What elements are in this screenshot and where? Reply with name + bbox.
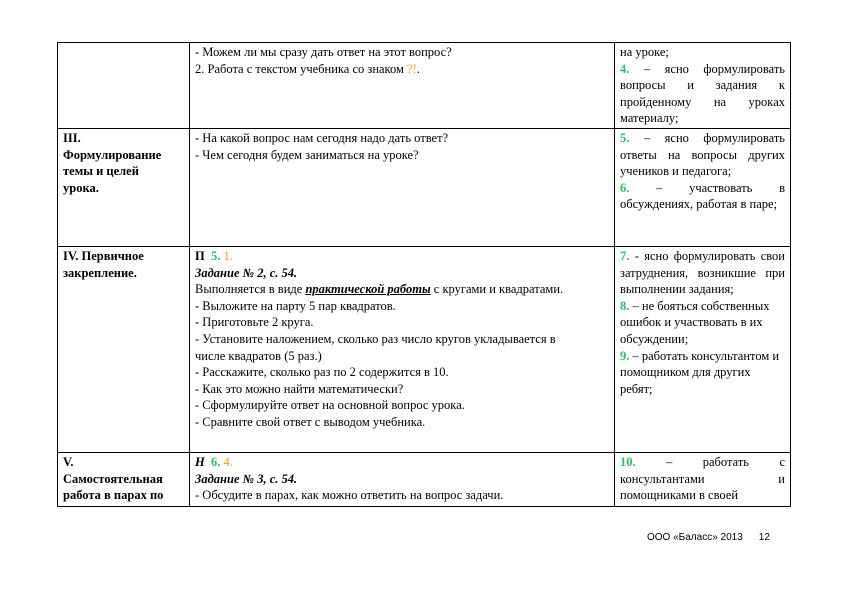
- stage-title-line: V.: [63, 454, 74, 469]
- content-line: Выполняется в виде практической работы с кругами и квадратами.: [195, 282, 564, 297]
- stage-cell: [58, 43, 190, 129]
- stage-title-line: IV. Первичное: [63, 248, 144, 263]
- result-item: 9. – работать консультантом и помощником для других ребят;: [620, 348, 780, 396]
- content-line: - Сформулируйте ответ на основной вопрос урока.: [195, 398, 465, 413]
- task-header: Н 6. 4.: [195, 454, 233, 469]
- marker-sign: ?!: [407, 61, 417, 76]
- content-line: - Как это можно найти математически?: [195, 381, 404, 396]
- stage-title-line: темы и целей: [63, 164, 139, 179]
- table-row: [58, 452, 791, 506]
- content-line: - Сравните свой ответ с выводом учебника.: [195, 414, 426, 429]
- task-reference: Задание № 3, с. 54.: [195, 471, 298, 486]
- stage-cell: [58, 128, 190, 246]
- task-reference: Задание № 2, с. 54.: [195, 265, 298, 280]
- content-line: 2. Работа с текстом учебника со знаком ?!.: [195, 61, 420, 76]
- result-number: 7.: [620, 248, 630, 263]
- result-number: 10.: [620, 454, 636, 469]
- results-cell: [615, 128, 791, 246]
- table-row: [58, 128, 791, 246]
- result-number: 6.: [620, 180, 630, 195]
- content-line: - Приготовьте 2 круга.: [195, 315, 314, 330]
- content-cell: [190, 246, 615, 452]
- content-line: - Расскажите, сколько раз по 2 содержится в 10.: [195, 365, 449, 380]
- page-number: 12: [758, 532, 770, 543]
- page-footer: [647, 532, 770, 543]
- content-line: - Выложите на парту 5 пар квадратов.: [195, 298, 396, 313]
- result-number: 9.: [620, 348, 630, 363]
- table-row: [58, 43, 791, 129]
- result-item: 10. – работать с консультантами и помощниками в своей: [620, 454, 785, 503]
- content-line: - Обсудите в парах, как можно ответить на вопрос задачи.: [195, 488, 504, 503]
- table-row: [58, 246, 791, 452]
- results-cell: [615, 43, 791, 129]
- content-line: - Установите наложением, сколько раз число кругов укладывается в: [195, 331, 556, 346]
- result-item: 5. – ясно формулировать ответы на вопросы других учеников и педагога;: [620, 130, 785, 179]
- content-line: - На какой вопрос нам сегодня надо дать ответ?: [195, 130, 449, 145]
- results-cell: [615, 452, 791, 506]
- content-cell: [190, 452, 615, 506]
- stage-cell: [58, 246, 190, 452]
- stage-cell: [58, 452, 190, 506]
- content-line: - Можем ли мы сразу дать ответ на этот вопрос?: [195, 45, 452, 59]
- task-header: П 5. 1.: [195, 248, 233, 263]
- stage-title-line: урока.: [63, 180, 99, 195]
- results-cell: [615, 246, 791, 452]
- result-item: 7. - ясно формулировать свои затруднения, возникшие при выполнении задания;: [620, 248, 785, 297]
- result-number: 4.: [620, 61, 630, 76]
- stage-title-line: работа в парах по: [63, 488, 164, 503]
- content-cell: [190, 128, 615, 246]
- stage-title-line: Формулирование: [63, 147, 162, 162]
- content-cell: [190, 43, 615, 129]
- result-item: 6. – участвовать в обсуждениях, работая в паре;: [620, 180, 785, 212]
- content-line: - Чем сегодня будем заниматься на уроке?: [195, 147, 419, 162]
- result-item: 8. – не бояться собственных ошибок и участвовать в их обсуждении;: [620, 298, 770, 346]
- content-line: числе квадратов (5 раз.): [195, 348, 322, 363]
- lesson-plan-table: [57, 42, 791, 507]
- result-item: 4. – ясно формулировать вопросы и задания к пройденному на уроках материалу;: [620, 61, 785, 126]
- publisher-label: ООО «Баласс» 2013: [647, 532, 743, 543]
- result-number: 8.: [620, 298, 630, 313]
- result-number: 5.: [620, 130, 630, 145]
- result-item: на уроке;: [620, 45, 669, 59]
- stage-title-line: закрепление.: [63, 265, 137, 280]
- stage-title-line: Самостоятельная: [63, 471, 163, 486]
- stage-title-line: III.: [63, 130, 81, 145]
